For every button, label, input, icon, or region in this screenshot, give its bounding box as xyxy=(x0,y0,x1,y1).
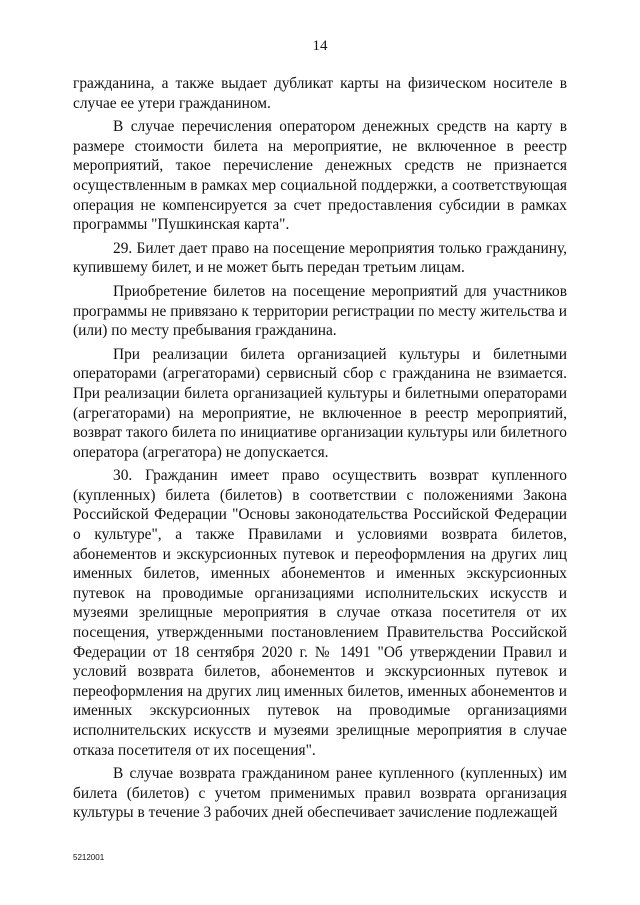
paragraph-ticket-purchase: Приобретение билетов на посещение мероприятий для участников программы не привязано к территории регистрации по месту жительства и (или) по месту пребывания гражданина. xyxy=(73,282,567,340)
paragraph-clause-29: 29. Билет дает право на посещение мероприятия только гражданину, купившему билет, и не может быть передан третьим лицам. xyxy=(73,239,567,277)
page-number: 14 xyxy=(312,38,328,54)
paragraph-clause-30: 30. Гражданин имеет право осуществить возврат купленного (купленных) билета (билетов) в соответствии с положениями Закона Российской Федерации "Основы законодательства Российской Федерации о культуре", а также Правилами и условиями возврата билетов, абонементов и экскурсионных путевок и переоформления на других лиц именных билетов, именных абонементов и именных экскурсионных путевок на проводимые организациями исполнительских искусств и музеями зрелищные мероприятия в случае отказа посетителя от их посещения, утвержденными постановлением Правительства Российской Федерации от 18 сентября 2020 г. № 1491 "Об утверждении Правил и условий возврата билетов, абонементов и экскурсионных путевок и переоформления на других лиц именных билетов, именных абонементов и именных экскурсионных путевок на проводимые организациями исполнительских искусств и музеями зрелищные мероприятия в случае отказа посетителя от их посещения". xyxy=(73,467,567,759)
document-code: 5212001 xyxy=(73,853,105,862)
paragraph-ticket-return: В случае возврата гражданином ранее купленного (купленных) им билета (билетов) с учетом применимых правил возврата организация культуры в течение 3 рабочих дней обеспечивает зачисление подлежащей xyxy=(73,765,567,822)
paragraph-service-fee: При реализации билета организацией культуры и билетными операторами (агрегаторами) сервисный сбор с гражданина не взимается. При реализации билета организацией культуры и билетными операторами (агрегаторами) на мероприятие, не включенное в реестр мероприятий, возврат такого билета по инициативе организации культуры или билетного оператора (агрегатора) не допускается. xyxy=(73,345,567,461)
document-body xyxy=(73,74,567,827)
paragraph-card-transfer: В случае перечисления оператором денежных средств на карту в размере стоимости билета на мероприятие, не включенное в реестр мероприятий, такое перечисление денежных средств не признается осуществленным в рамках мер социальной поддержки, а соответствующая операция не компенсируется за счет предоставления субсидии в рамках программы "Пушкинская карта". xyxy=(73,118,567,234)
paragraph-continuation: гражданина, а также выдает дубликат карты на физическом носителе в случае ее утери гражданином. xyxy=(73,75,567,112)
